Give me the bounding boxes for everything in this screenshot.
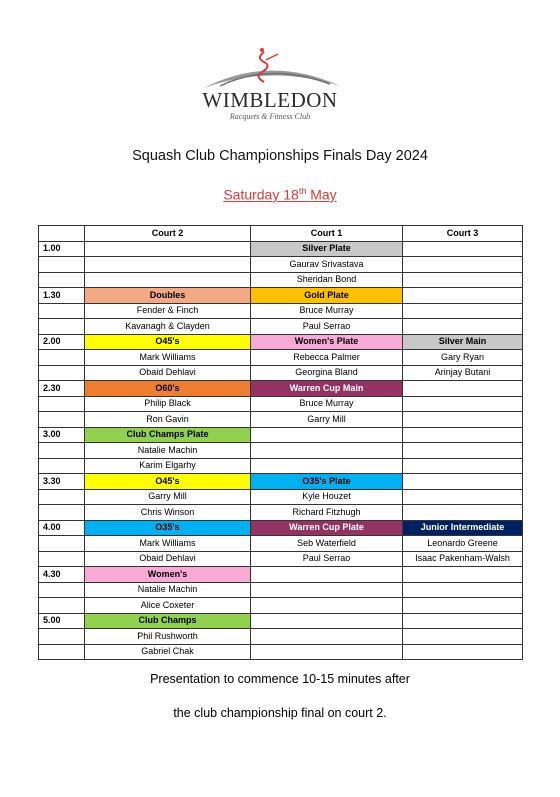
court-3-cell	[403, 443, 523, 459]
court-3-cell	[403, 257, 523, 273]
table-row	[39, 350, 523, 366]
court-2-cell: Club Champs	[85, 613, 251, 629]
court-3-cell	[403, 644, 523, 660]
court-1-cell: Women's Plate	[251, 334, 403, 350]
court-1-cell: Richard Fitzhugh	[251, 505, 403, 521]
time-cell	[39, 396, 85, 412]
time-cell	[39, 536, 85, 552]
time-cell: 1.00	[39, 241, 85, 257]
court-1-cell: Paul Serrao	[251, 551, 403, 567]
table-row	[39, 334, 523, 350]
time-cell: 3.00	[39, 427, 85, 443]
table-row	[39, 272, 523, 288]
court-2-cell: Doubles	[85, 288, 251, 304]
event-date	[0, 186, 560, 203]
court-3-cell: Silver Main	[403, 334, 523, 350]
time-cell	[39, 489, 85, 505]
court-2-cell: Mark Williams	[85, 536, 251, 552]
table-row	[39, 288, 523, 304]
court-3-cell	[403, 241, 523, 257]
time-cell	[39, 598, 85, 614]
table-row	[39, 381, 523, 397]
logo-tagline: Racquets & Fitness Club	[229, 112, 311, 121]
court-3-cell	[403, 272, 523, 288]
court-1-cell: Bruce Murray	[251, 396, 403, 412]
court-2-cell: O60's	[85, 381, 251, 397]
court-1-cell: Sheridan Bond	[251, 272, 403, 288]
court-3-cell	[403, 505, 523, 521]
table-row	[39, 536, 523, 552]
table-row	[39, 241, 523, 257]
table-row	[39, 629, 523, 645]
time-cell: 2.00	[39, 334, 85, 350]
schedule-table	[38, 225, 523, 660]
court-3-cell	[403, 396, 523, 412]
court-1-cell: Rebecca Palmer	[251, 350, 403, 366]
court-2-cell	[85, 257, 251, 273]
court-1-cell	[251, 598, 403, 614]
court-1-cell: Kyle Houzet	[251, 489, 403, 505]
court-1-cell: Warren Cup Plate	[251, 520, 403, 536]
court-1-cell: Bruce Murray	[251, 303, 403, 319]
court-2-cell: Gabriel Chak	[85, 644, 251, 660]
court-2-cell: Natalie Machin	[85, 582, 251, 598]
time-cell	[39, 272, 85, 288]
court-1-cell	[251, 567, 403, 583]
court-3-cell	[403, 319, 523, 335]
table-row	[39, 505, 523, 521]
court-2-cell: Fender & Finch	[85, 303, 251, 319]
time-cell	[39, 505, 85, 521]
court-3-cell	[403, 303, 523, 319]
time-cell	[39, 350, 85, 366]
time-cell	[39, 365, 85, 381]
event-date-month: May	[306, 186, 337, 203]
footer-line-2: the club championship final on court 2.	[173, 706, 387, 720]
court-3-cell: Arinjay Butani	[403, 365, 523, 381]
court-1-cell: Garry Mill	[251, 412, 403, 428]
court-2-cell: Kavanagh & Clayden	[85, 319, 251, 335]
time-cell: 5.00	[39, 613, 85, 629]
court-2-cell: Club Champs Plate	[85, 427, 251, 443]
court-1-cell: Warren Cup Main	[251, 381, 403, 397]
table-row	[39, 427, 523, 443]
table-row	[39, 365, 523, 381]
event-date-prefix: Saturday 18	[223, 186, 299, 203]
court-3-cell	[403, 629, 523, 645]
table-row	[39, 458, 523, 474]
event-date-suffix-sup: th	[298, 186, 307, 196]
court-3-cell	[403, 288, 523, 304]
court-1-cell	[251, 458, 403, 474]
court-3-cell: Leonardo Greene	[403, 536, 523, 552]
time-cell: 4.30	[39, 567, 85, 583]
court-3-cell: Isaac Pakenham-Walsh	[403, 551, 523, 567]
table-row	[39, 520, 523, 536]
time-cell: 4.00	[39, 520, 85, 536]
court-2-cell: Phil Rushworth	[85, 629, 251, 645]
footer-line-1: Presentation to commence 10-15 minutes after	[150, 672, 410, 686]
table-row	[39, 598, 523, 614]
table-row	[39, 303, 523, 319]
court-2-cell: Women's	[85, 567, 251, 583]
table-row	[39, 489, 523, 505]
court-3-cell	[403, 613, 523, 629]
court-1-cell	[251, 644, 403, 660]
court-2-cell: Obaid Dehlavi	[85, 551, 251, 567]
time-cell	[39, 582, 85, 598]
time-cell	[39, 443, 85, 459]
table-row	[39, 257, 523, 273]
header-court-1: Court 1	[251, 226, 403, 242]
time-cell: 2.30	[39, 381, 85, 397]
court-1-cell	[251, 427, 403, 443]
time-cell	[39, 319, 85, 335]
court-2-cell: Philip Black	[85, 396, 251, 412]
court-1-cell	[251, 613, 403, 629]
club-logo	[190, 46, 350, 126]
table-row	[39, 319, 523, 335]
table-row	[39, 582, 523, 598]
table-row	[39, 644, 523, 660]
time-cell	[39, 629, 85, 645]
court-2-cell: Natalie Machin	[85, 443, 251, 459]
court-1-cell: Georgina Bland	[251, 365, 403, 381]
court-2-cell: Alice Coxeter	[85, 598, 251, 614]
table-row	[39, 443, 523, 459]
court-1-cell	[251, 582, 403, 598]
time-cell	[39, 458, 85, 474]
court-3-cell: Gary Ryan	[403, 350, 523, 366]
logo-wordmark: WIMBLEDON	[202, 88, 338, 112]
court-1-cell: Gold Plate	[251, 288, 403, 304]
court-2-cell: O45's	[85, 334, 251, 350]
court-1-cell: Gaurav Srivastava	[251, 257, 403, 273]
court-3-cell	[403, 474, 523, 490]
court-2-cell	[85, 241, 251, 257]
court-2-cell: Karim Elgarhy	[85, 458, 251, 474]
header-court-3: Court 3	[403, 226, 523, 242]
page-title: Squash Club Championships Finals Day 2024	[132, 148, 428, 164]
header-time	[39, 226, 85, 242]
time-cell: 1.30	[39, 288, 85, 304]
court-3-cell	[403, 567, 523, 583]
table-row	[39, 567, 523, 583]
table-row	[39, 551, 523, 567]
court-2-cell: Mark Williams	[85, 350, 251, 366]
time-cell	[39, 303, 85, 319]
court-1-cell: Silver Plate	[251, 241, 403, 257]
court-2-cell: Chris Winson	[85, 505, 251, 521]
table-row	[39, 613, 523, 629]
court-3-cell	[403, 582, 523, 598]
court-3-cell	[403, 598, 523, 614]
court-2-cell: O35's	[85, 520, 251, 536]
court-1-cell: O35's Plate	[251, 474, 403, 490]
time-cell	[39, 551, 85, 567]
table-row	[39, 474, 523, 490]
table-row	[39, 412, 523, 428]
table-row	[39, 396, 523, 412]
court-2-cell	[85, 272, 251, 288]
header-court-2: Court 2	[85, 226, 251, 242]
court-1-cell: Seb Waterfield	[251, 536, 403, 552]
court-2-cell: Obaid Dehlavi	[85, 365, 251, 381]
time-cell	[39, 257, 85, 273]
court-3-cell	[403, 489, 523, 505]
court-1-cell	[251, 443, 403, 459]
court-1-cell	[251, 629, 403, 645]
table-header-row	[39, 226, 523, 242]
court-3-cell	[403, 412, 523, 428]
court-2-cell: Garry Mill	[85, 489, 251, 505]
court-1-cell: Paul Serrao	[251, 319, 403, 335]
court-3-cell	[403, 458, 523, 474]
court-3-cell: Junior Intermediate	[403, 520, 523, 536]
court-3-cell	[403, 427, 523, 443]
time-cell: 3.30	[39, 474, 85, 490]
court-2-cell: O45's	[85, 474, 251, 490]
court-2-cell: Ron Gavin	[85, 412, 251, 428]
time-cell	[39, 412, 85, 428]
court-3-cell	[403, 381, 523, 397]
time-cell	[39, 644, 85, 660]
